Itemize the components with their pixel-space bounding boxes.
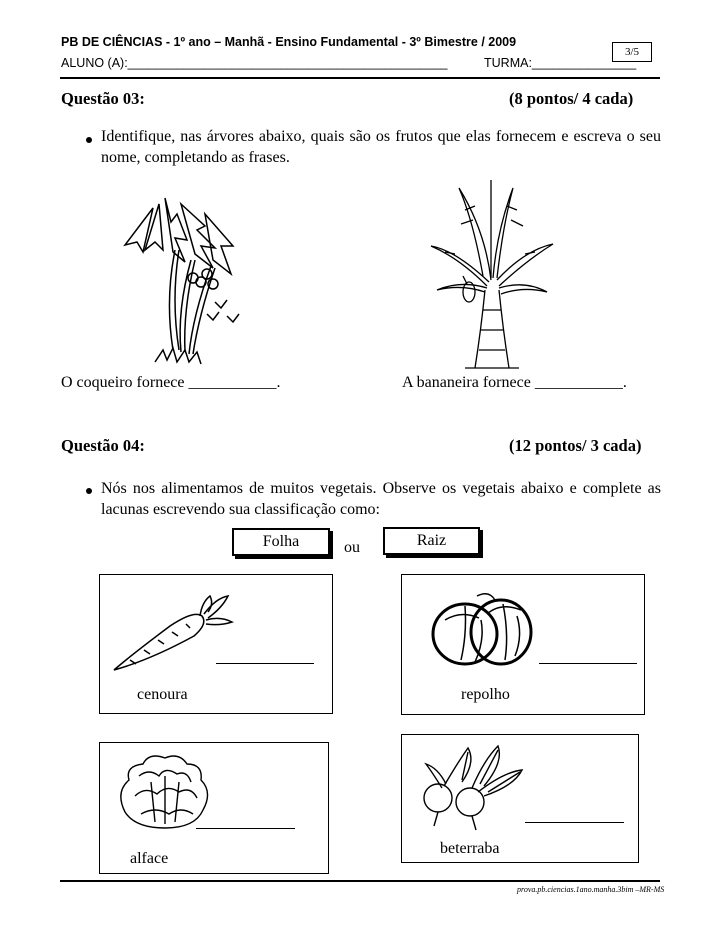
lettuce-label: alface — [130, 850, 169, 867]
banana-sentence: A bananeira fornece ___________. — [402, 374, 627, 391]
cabbage-label: repolho — [461, 686, 510, 703]
footer-code: prova.pb.ciencias.1ano.manha.3bim –MR-MS — [517, 885, 665, 894]
carrot-label: cenoura — [137, 686, 188, 703]
banana-tree-illustration — [425, 180, 560, 370]
header-title: PB DE CIÊNCIAS - 1º ano – Manhã - Ensino Fundamental - 3º Bimestre / 2009 — [61, 35, 517, 49]
lettuce-illustration — [115, 752, 215, 832]
question-3-points: (8 pontos/ 4 cada) — [509, 89, 634, 108]
beet-illustration — [418, 742, 538, 832]
connector-ou: ou — [344, 539, 360, 556]
option-folha-box: Folha — [232, 528, 330, 556]
page-number-badge: 3/5 — [612, 42, 652, 62]
header-divider — [60, 77, 660, 79]
student-name-field: ALUNO (A):______________________________________________ — [61, 56, 448, 70]
question-4-instruction: Nós nos alimentamos de muitos vegetais. Observe os vegetais abaixo e complete as lacunas escrevendo sua classificação como: — [101, 480, 661, 518]
bullet-icon — [86, 137, 92, 143]
question-3-title: Questão 03: — [61, 89, 145, 108]
cabbage-answer-line[interactable] — [539, 663, 637, 664]
cabbage-illustration — [425, 590, 535, 670]
question-3-instruction: Identifique, nas árvores abaixo, quais são os frutos que elas fornecem e escreva o seu nome, completando as frases. — [101, 128, 661, 166]
coconut-tree-illustration — [115, 190, 245, 370]
question-4-title: Questão 04: — [61, 436, 145, 455]
lettuce-answer-line[interactable] — [196, 828, 295, 829]
footer-divider — [60, 880, 660, 882]
beet-label: beterraba — [440, 840, 500, 857]
class-field: TURMA:_______________ — [484, 56, 637, 70]
coconut-sentence: O coqueiro fornece ___________. — [61, 374, 281, 391]
carrot-answer-line[interactable] — [216, 663, 314, 664]
option-raiz-box: Raiz — [383, 527, 480, 555]
question-4-points: (12 pontos/ 3 cada) — [509, 436, 642, 455]
bullet-icon — [86, 488, 92, 494]
beet-answer-line[interactable] — [525, 822, 624, 823]
